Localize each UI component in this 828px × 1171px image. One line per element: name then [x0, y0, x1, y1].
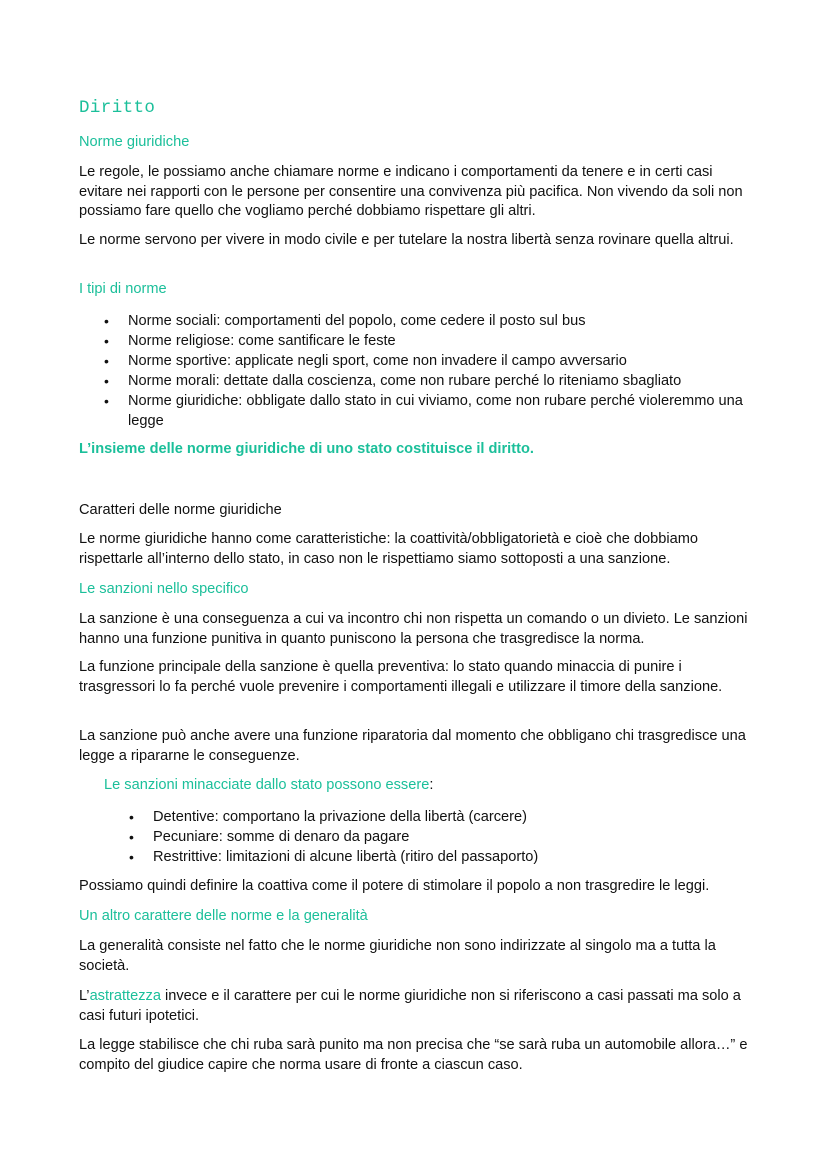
list-item: • Restrittive: limitazioni di alcune libertà (ritiro del passaporto)	[129, 849, 539, 865]
bullet-icon: •	[104, 333, 109, 349]
list-item: • Norme religiose: come santificare le feste	[104, 333, 396, 349]
document-title: Diritto	[79, 98, 156, 118]
paragraph-legge-esempio: La legge stabilisce che chi ruba sarà punito ma non precisa che “se sarà ruba un automobile allora…” e compito del giudice capire che norma usare di fronte a ciascun caso.	[79, 1037, 748, 1073]
list-tipi-sanzioni	[129, 807, 756, 867]
list-item: • Norme morali: dettate dalla coscienza, come non rubare perché lo riteniamo sbagliato	[104, 373, 682, 389]
paragraph-regole: Le regole, le possiamo anche chiamare norme e indicano i comportamenti da tenere e in certi casi evitare nei rapporti con le persone per consentire una convivenza più pacifica. Non vivendo da soli non possiamo fare quello che vogliamo perché dobbiamo rispettare gli altri.	[79, 164, 743, 219]
paragraph-coattiva: Possiamo quindi definire la coattiva come il potere di stimolare il popolo a non trasgredire le leggi.	[79, 878, 710, 894]
bullet-icon: •	[129, 829, 134, 845]
heading-caratteri: Caratteri delle norme giuridiche	[79, 502, 282, 518]
bullet-icon: •	[129, 849, 134, 865]
paragraph-astrattezza: L’astrattezza invece e il carattere per cui le norme giuridiche non si riferiscono a casi passati ma solo a casi futuri ipotetici.	[79, 988, 741, 1024]
paragraph-funzione-riparatoria: La sanzione può anche avere una funzione riparatoria dal momento che obbligano chi trasgredisce una legge a ripararne le conseguenze.	[79, 728, 746, 764]
bullet-icon: •	[129, 809, 134, 825]
list-item: • Norme giuridiche: obbligate dallo stato in cui viviamo, come non rubare perché violeremmo una legge	[104, 393, 743, 429]
heading-sanzioni-minacciate: Le sanzioni minacciate dallo stato possono essere:	[104, 777, 434, 793]
heading-sanzioni: Le sanzioni nello specifico	[79, 581, 249, 597]
bullet-icon: •	[104, 373, 109, 389]
paragraph-sanzione-definizione: La sanzione è una conseguenza a cui va incontro chi non rispetta un comando o un divieto. Le sanzioni hanno una funzione punitiva in quanto puniscono la persona che trasgredisce la norma.	[79, 611, 748, 647]
bullet-icon: •	[104, 313, 109, 329]
list-item: • Norme sportive: applicate negli sport, come non invadere il campo avversario	[104, 353, 627, 369]
heading-norme-giuridiche: Norme giuridiche	[79, 134, 190, 150]
list-item: • Detentive: comportano la privazione della libertà (carcere)	[129, 809, 527, 825]
heading-generalita: Un altro carattere delle norme e la generalità	[79, 908, 368, 924]
paragraph-funzione-preventiva: La funzione principale della sanzione è quella preventiva: lo stato quando minaccia di punire i trasgressori lo fa perché vuole prevenire i comportamenti illegali e utilizzare il timore della sanzione.	[79, 659, 723, 695]
bullet-icon: •	[104, 393, 109, 409]
list-item: • Norme sociali: comportamenti del popolo, come cedere il posto sul bus	[104, 313, 586, 329]
highlight-astrattezza: astrattezza	[89, 988, 161, 1004]
list-item: • Pecuniare: somme di denaro da pagare	[129, 829, 410, 845]
heading-tipi-di-norme: I tipi di norme	[79, 281, 167, 297]
bullet-icon: •	[104, 353, 109, 369]
list-tipi-di-norme	[104, 311, 756, 431]
paragraph-vivere-civile: Le norme servono per vivere in modo civile e per tutelare la nostra libertà senza rovinare quella altrui.	[79, 232, 734, 248]
paragraph-generalita: La generalità consiste nel fatto che le norme giuridiche non sono indirizzate al singolo ma a tutta la società.	[79, 938, 716, 974]
paragraph-coattivita: Le norme giuridiche hanno come caratteristiche: la coattività/obbligatorietà e cioè che dobbiamo rispettarle all’interno dello stato, in caso non le rispettiamo siamo sottoposti a una sanzione.	[79, 531, 698, 567]
conclusion-diritto: L’insieme delle norme giuridiche di uno stato costituisce il diritto.	[79, 441, 534, 457]
